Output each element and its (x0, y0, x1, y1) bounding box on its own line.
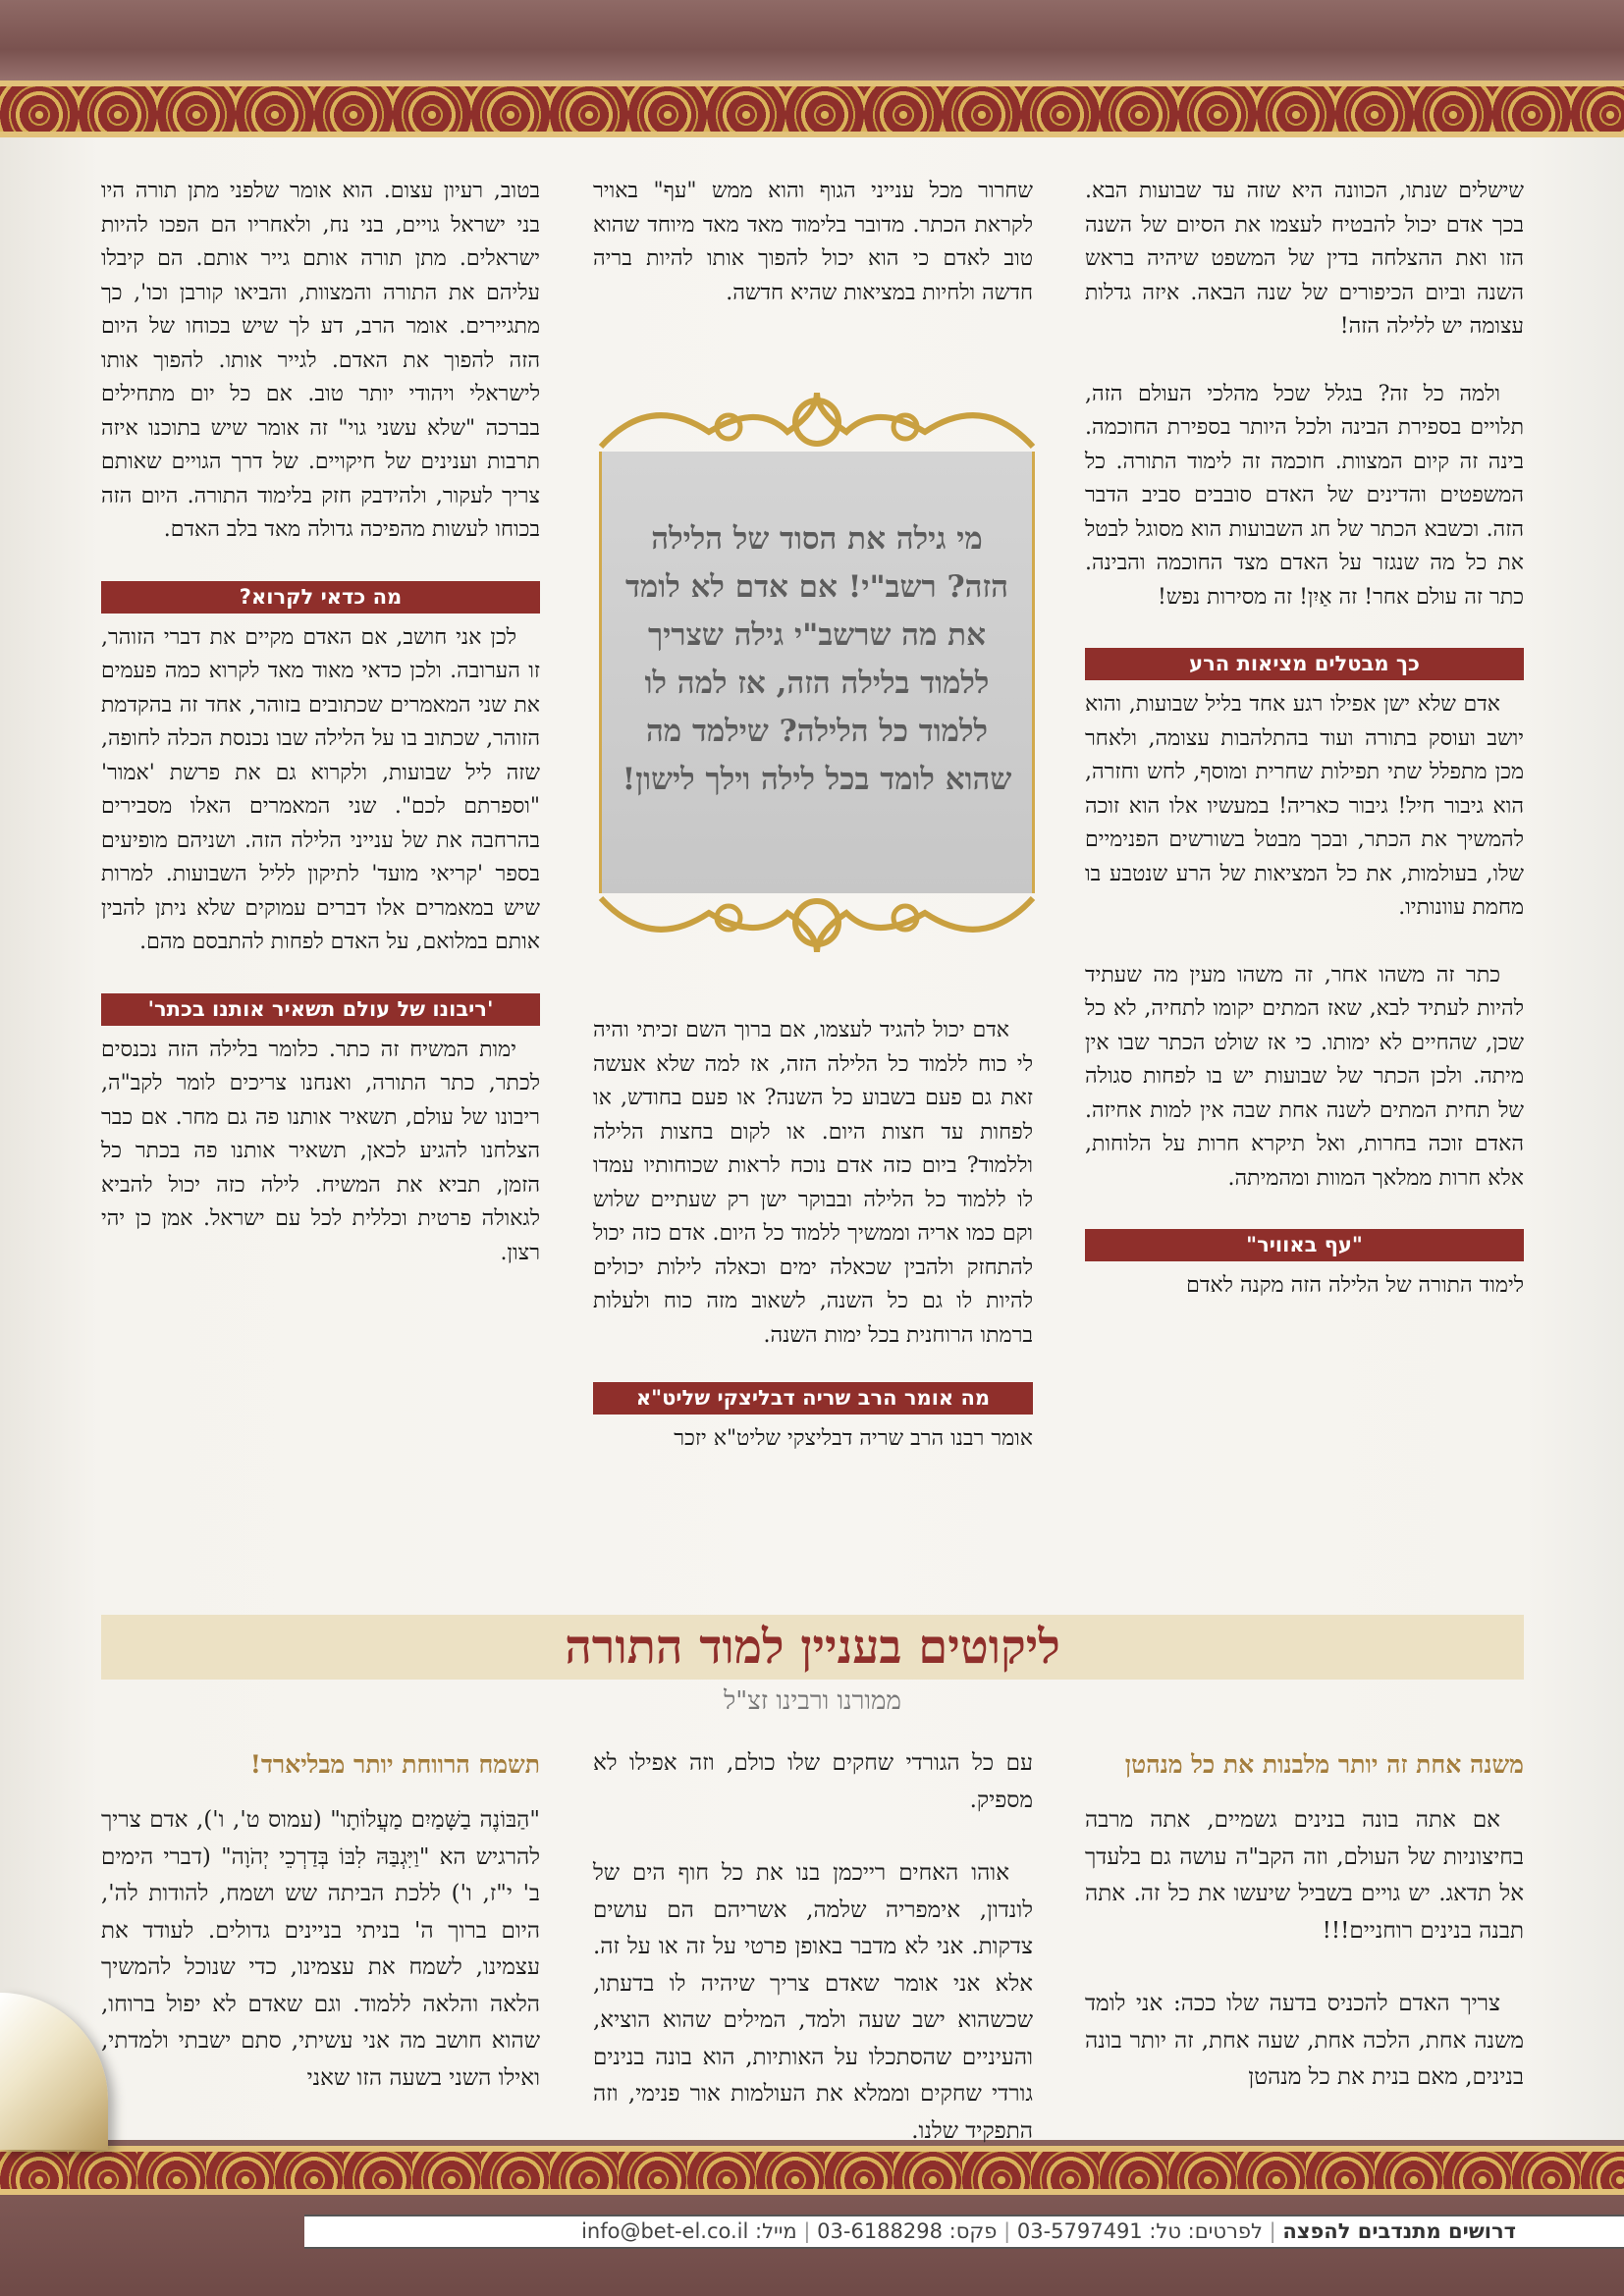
top-ornamental-border (0, 80, 1624, 137)
paragraph: שחרור מכל ענייני הגוף והוא ממש "עף" באויר לקראת הכתר. מדובר בלימוד מאד מאד מיוחד שהוא טוב לאדם כי הוא יכול להפוך אותו להיות בריה חדשה ולחיות במציאות שהיא חדשה. (593, 179, 1033, 305)
paragraph: אומר רבנו הרב שריה דבליצקי שליט"א יזכר (674, 1426, 1033, 1451)
paragraph: צריך האדם להכניס בדעה שלו ככה: אני לומד משנה אחת, הלכה אחת, שעה אחת, זה יותר בונה בנינים, מאם בנית את כל מנהטן (1085, 1991, 1524, 2090)
footer-mail-label: מייל: (755, 2219, 797, 2243)
paragraph: עם כל הגורדי שחקים שלו כולם, וזה אפילו לא מספיק. (593, 1750, 1033, 1813)
column-right (1085, 175, 1524, 1337)
bottom-column-middle (593, 1745, 1033, 2186)
section-heading: 'ריבונו של עולם תשאיר אותנו בכתר' (101, 993, 540, 1026)
bottom-column-right (1085, 1745, 1524, 2133)
section-heading: כך מבטלים מציאות הרע (1085, 648, 1524, 680)
paragraph: אדם שלא ישן אפילו רגע אחד בליל שבועות, והוא יושב ועוסק בתורה ועוד בהתלהבות עצומה, ולאחר מכן מתפלל שתי תפילות שחרית ומוסף, לחש וחזרה, הוא גיבור חיל! גיבור כאריה! במעשיו אלו הוא זוכה להמשיך את הכתר, ובכך מבטל בשורשים הפנימיים שלו, בעולמות, את כל המציאות של הרע שנטבע בו מחמת עוונותיו. (1085, 692, 1524, 920)
paragraph: שישלים שנתו, הכוונה היא שזה עד שבועות הבא. בכך אדם יכול להבטיח לעצמו את הסיום של השנה הזו ואת ההצלחה בדין של המשפט שיהיה בראש השנה וביום הכיפורים של שנה הבאה. איזה גדלות עצומה יש ללילה הזה! (1085, 179, 1524, 339)
paragraph: ימות המשיח זה כתר. כלומר בלילה הזה נכנסים לכתר, כתר התורה, ואנחנו צריכים לומר לקב"ה, ריבונו של עולם, תשאיר אותנו פה גם מחר. אם כבר הצלחנו להגיע לכאן, תשאיר אותנו פה בכתר כל הזמן, תביא את המשיח. לילה כזה יכול להביא לגאולה פרטית וכללית לכל עם ישראל. אמן כן יהי רצון. (101, 1037, 540, 1265)
bottom-section-title: ליקוטים בעניין למוד התורה (565, 1620, 1060, 1675)
pull-quote-text: מי גילה את הסוד של הלילה הזה? רשב"י! אם אדם לא לומד את מה שרשב"י גילה שצריך ללמוד בלילה הזה, אז למה לו ללמוד כל הלילה? שילמד מה שהוא לומד בכל לילה וילך לישון! (622, 521, 1012, 797)
footer-volunteers: דרושים מתנדבים להפצה (1282, 2219, 1516, 2243)
paragraph: "הַבּוֹנֶה בַשָּׁמַיִם מַעֲלוֹתָו" (עמוס ט', ו'), אדם צריך להרגיש הא "וַיִּגְבַּהּ לִבּוֹ בְּדַרְכֵי יְהֹוָה" (דברי הימים ב' י"ז, ו') ללכת הביתה שש ושמח, להודות לה', היום ברוך ה' בניתי בניינים גדולים. לעודד את עצמינו, לשמח את עצמינו, כדי שנוכל להמשיך הלאה והלאה ללמוד. וגם שאדם לא יפול ברוחו, שהוא חושב מה אני עשיתי, סתם ישבתי ולמדתי, ואילו השני בשעה הזו שאני (101, 1807, 540, 2091)
section-heading: מה כדאי לקרוא? (101, 581, 540, 614)
bottom-heading: תשמח הרווחת יותר מבליארד! (249, 1750, 540, 1779)
footer-email-link[interactable]: info@bet-el.co.il (581, 2219, 749, 2243)
paragraph: ולמה כל זה? בגלל שכל מהלכי העולם הזה, תלויים בספירת הבינה ולכל היותר בספירת החוכמה. בינה זה קיום המצוות. חוכמה זה לימוד התורה. כל המשפטים והדינים של האדם סובבים סביב הדבר הזה. וכשבא הכתר של חג השבועות הוא מסוגל לבטל את כל מה שנגזר על האדם מצד החוכמה והבינה. כתר זה עולם אחר! זה אַיִן! זה מסירות נפש! (1085, 381, 1524, 610)
bottom-section-subtitle: ממורנו ורבינו זצ"ל (724, 1686, 901, 1716)
paragraph: לכן אני חושב, אם האדם מקיים את דברי הזוהר, זו הערובה. ולכן כדאי מאוד מאד לקרוא כמה פעמים את שני המאמרים שכתובים בזוהר, אחד זה בהקדמת הזוהר, שכתוב בו על הלילה שבו נכנסת הכלה לחופה, שזה ליל שבועות, ולקרוא גם את פרשת 'אמור' "וספרתם לכם". שני המאמרים האלו מסבירים בהרחבה את של ענייני הלילה הזה. ושניהם מופיעים בספר 'קריאי מועד' לתיקון לליל השבועות. למרות שיש במאמרים אלו דברים עמוקים שלא ניתן להבין אותם במלואם, על האדם לפחות להתבסם מהם. (101, 624, 540, 954)
footer-phone: לפרטים: טל: 03-5797491 (1016, 2219, 1263, 2243)
section-heading: "עף באוויר" (1085, 1229, 1524, 1261)
column-middle-lower (593, 1014, 1033, 1490)
footer-contact-bar: דרושים מתנדבים להפצה | לפרטים: טל: 03-5797491 | פקס: 03-6188298 | מייל: info@bet-el.co.il (304, 2215, 1624, 2249)
paragraph: כתר זה משהו אחר, זה משהו מעין מה שעתיד להיות לעתיד לבא, שאז המתים יקומו לתחיה, לא כל שכן, שהחיים לא ימותו. כי אז שולט הכתר שבו אין מיתה. ולכן הכתר של שבועות יש בו לפחות סגולה של תחית המתים לשנה אחת שבה אין למות אחיזה. האדם זוכה בחרות, ואל תיקרא חרות על הלוחות, אלא חרות ממלאך המוות ומהמיתה. (1085, 962, 1524, 1191)
paragraph: בטוב, רעיון עצום. הוא אומר שלפני מתן תורה היו בני ישראל גויים, בני נח, ולאחריו הם הפכו להיות ישראלים. מתן תורה אותם גייר אותם. הם קיבלו עליהם את התורה והמצוות, והביאו קורבן וכו', כך מתגיירים. אומר הרב, דע לך שיש בכוחו של היום הזה להפוך את האדם. לגייר אותו. להפוך אותו לישראלי ויהודי יותר טוב. אם כל יום מתחילים בברכה "שלא עשני גוי" זה אומר שיש בתוכנו איזה תרבות וענינים של חיקויים. של דרך הגויים שאותם צריך לעקור, ולהידבק חזק בלימוד התורה. היום הזה בכוחו לעשות מהפיכה גדולה מאד בלב האדם. (101, 179, 540, 542)
footer-fax: פקס: 03-6188298 (817, 2219, 998, 2243)
pull-quote-frame (591, 393, 1043, 952)
column-middle (593, 175, 1033, 344)
paragraph: אוהו האחים רייכמן בנו את כל חוף הים של לונדון, אימפריה שלמה, אשריהם הם עושים צדקות. אני לא מדבר באופן פרטי על זה או על זה. אלא אני אומר שאדם צריך שיהיה לו בדעתו, שכשהוא ישב שעה ולמד, המילים שהוא הוציא, והעיניים שהסתכלו על האותיות, הוא בונה בנינים גורדי שחקים וממלא את העולמות אור פנימי, וזה התפקיד שלנו. (593, 1860, 1033, 2144)
section-heading: מה אומר הרב שריה דבליצקי שליט"א (593, 1382, 1033, 1415)
column-left (101, 175, 540, 1304)
paragraph: אם אתה בונה בנינים גשמיים, אתה מרבה בחיצוניות של העולם, וזה הקב"ה עושה גם בלעדך אל תדאג. יש גויים בשביל שיעשו את כל זה. אתה תבנה בנינים רוחניים!!! (1085, 1807, 1524, 1944)
paragraph: לימוד התורה של הלילה הזה מקנה לאדם (1186, 1273, 1524, 1298)
top-background (0, 0, 1624, 83)
bottom-heading: משנה אחת זה יותר מלבנות את כל מנהטן (1124, 1750, 1524, 1779)
bottom-column-left (101, 1745, 540, 2133)
paragraph: אדם יכול להגיד לעצמו, אם ברוך השם זכיתי והיה לי כוח ללמוד כל הלילה הזה, אז למה שלא אעשה זאת גם פעם בשבוע כל השנה? או פעם בחודש, או לפחות עד חצות היום. או לקום בחצות הלילה וללמוד? ביום כזה אדם נוכח לראות שכוחותיו עמדו לו ללמוד כל הלילה ובבוקר ישן רק שעתיים שלוש וקם כמו אריה וממשיך ללמוד כל היום. אדם כזה יכול להתחזק ולהבין שכאלה ימים וכאלה לילות יכולים להיות לו גם כל השנה, לשאוב מזה כוח ולעלות ברמתו הרוחנית בכל ימות השנה. (593, 1018, 1033, 1348)
